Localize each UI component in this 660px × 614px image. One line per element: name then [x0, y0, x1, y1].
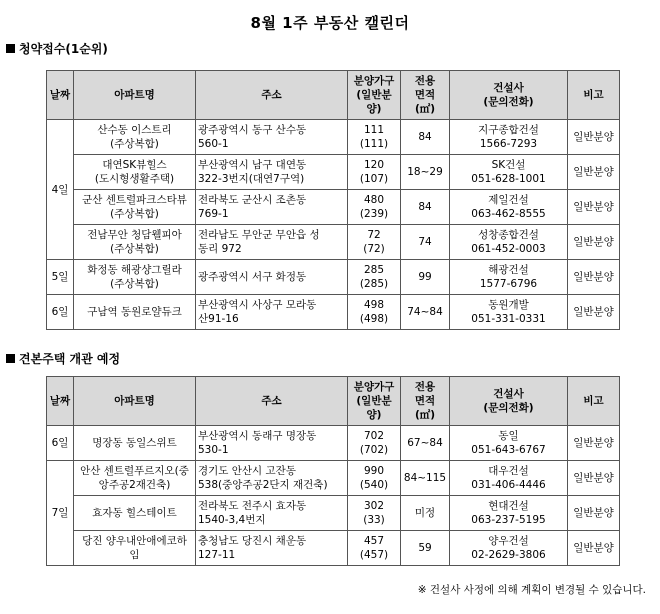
units-cell: 457 (457) [348, 531, 401, 566]
table-row [47, 496, 620, 531]
note-cell: 일반분양 [568, 496, 620, 531]
note-cell: 일반분양 [568, 461, 620, 496]
table-row [47, 426, 620, 461]
area-cell: 84 [401, 120, 450, 155]
note-cell: 일반분양 [568, 155, 620, 190]
col-header-units: 분양가구 (일반분양) [348, 377, 401, 426]
units-cell: 498 (498) [348, 295, 401, 330]
section-heading-model-house [6, 350, 120, 367]
units-cell: 72 (72) [348, 225, 401, 260]
units-cell: 111 (111) [348, 120, 401, 155]
address-cell: 광주광역시 동구 산수동 560-1 [196, 120, 348, 155]
section-heading-label: 견본주택 개관 예정 [19, 352, 121, 366]
units-cell: 990 (540) [348, 461, 401, 496]
area-cell: 74 [401, 225, 450, 260]
section-heading-label: 청약접수(1순위) [19, 42, 108, 56]
address-cell: 부산광역시 사상구 모라동 산91-16 [196, 295, 348, 330]
builder-cell: 제일건설 063-462-8555 [450, 190, 568, 225]
builder-cell: 대우건설 031-406-4446 [450, 461, 568, 496]
note-cell: 일반분양 [568, 225, 620, 260]
apt-name-cell: 군산 센트럴파크스타뷰 (주상복합) [74, 190, 196, 225]
units-cell: 702 (702) [348, 426, 401, 461]
area-cell: 67~84 [401, 426, 450, 461]
address-cell: 전라북도 군산시 조촌동 769-1 [196, 190, 348, 225]
square-bullet-icon [6, 354, 15, 363]
date-cell: 6일 [47, 295, 74, 330]
address-cell: 충청남도 당진시 채운동 127-11 [196, 531, 348, 566]
col-header-apt: 아파트명 [74, 71, 196, 120]
table-row [47, 190, 620, 225]
date-cell: 5일 [47, 260, 74, 295]
apt-name-cell: 효자동 힐스테이트 [74, 496, 196, 531]
date-cell: 6일 [47, 426, 74, 461]
col-header-builder: 건설사 (문의전화) [450, 71, 568, 120]
units-cell: 302 (33) [348, 496, 401, 531]
col-header-addr: 주소 [196, 71, 348, 120]
table-header-row [47, 377, 620, 426]
area-cell: 74~84 [401, 295, 450, 330]
address-cell: 경기도 안산시 고잔동 538(중앙주공2단지 재건축) [196, 461, 348, 496]
table-row [47, 531, 620, 566]
builder-cell: 지구종합건설 1566-7293 [450, 120, 568, 155]
apt-name-cell: 산수동 이스트리 (주상복합) [74, 120, 196, 155]
address-cell: 전라북도 전주시 효자동 1540-3,4번지 [196, 496, 348, 531]
apt-name-cell: 당진 양우내안애에코하 임 [74, 531, 196, 566]
table-row [47, 260, 620, 295]
table-row [47, 155, 620, 190]
builder-cell: 해광건설 1577-6796 [450, 260, 568, 295]
col-header-note: 비고 [568, 377, 620, 426]
area-cell: 미정 [401, 496, 450, 531]
address-cell: 광주광역시 서구 화정동 [196, 260, 348, 295]
square-bullet-icon [6, 44, 15, 53]
subscription-table [46, 70, 620, 330]
col-header-builder: 건설사 (문의전화) [450, 377, 568, 426]
builder-cell: SK건설 051-628-1001 [450, 155, 568, 190]
table-header-row [47, 71, 620, 120]
date-cell: 7일 [47, 461, 74, 566]
address-cell: 부산광역시 동래구 명장동 530-1 [196, 426, 348, 461]
note-cell: 일반분양 [568, 260, 620, 295]
units-cell: 120 (107) [348, 155, 401, 190]
table-row [47, 120, 620, 155]
builder-cell: 성창종합건설 061-452-0003 [450, 225, 568, 260]
builder-cell: 양우건설 02-2629-3806 [450, 531, 568, 566]
col-header-date: 날짜 [47, 377, 74, 426]
builder-cell: 동원개발 051-331-0331 [450, 295, 568, 330]
units-cell: 285 (285) [348, 260, 401, 295]
apt-name-cell: 명장동 동일스위트 [74, 426, 196, 461]
model-house-table [46, 376, 620, 566]
table-row [47, 225, 620, 260]
col-header-addr: 주소 [196, 377, 348, 426]
area-cell: 84~115 [401, 461, 450, 496]
footnote: ※ 건설사 사정에 의해 계획이 변경될 수 있습니다. [417, 584, 646, 596]
address-cell: 전라남도 무안군 무안읍 성 동리 972 [196, 225, 348, 260]
address-cell: 부산광역시 남구 대연동 322-3번지(대연7구역) [196, 155, 348, 190]
date-cell: 4일 [47, 120, 74, 260]
col-header-apt: 아파트명 [74, 377, 196, 426]
area-cell: 18~29 [401, 155, 450, 190]
apt-name-cell: 구남역 동원로얄듀크 [74, 295, 196, 330]
area-cell: 84 [401, 190, 450, 225]
apt-name-cell: 화정동 해광샹그릴라 (주상복합) [74, 260, 196, 295]
builder-cell: 동일 051-643-6767 [450, 426, 568, 461]
builder-cell: 현대건설 063-237-5195 [450, 496, 568, 531]
col-header-area: 전용 면적 (㎡) [401, 377, 450, 426]
apt-name-cell: 안산 센트럴푸르지오(중 앙주공2재건축) [74, 461, 196, 496]
units-cell: 480 (239) [348, 190, 401, 225]
area-cell: 99 [401, 260, 450, 295]
note-cell: 일반분양 [568, 190, 620, 225]
col-header-area: 전용 면적 (㎡) [401, 71, 450, 120]
note-cell: 일반분양 [568, 295, 620, 330]
apt-name-cell: 대연SK뷰힐스 (도시형생활주택) [74, 155, 196, 190]
note-cell: 일반분양 [568, 426, 620, 461]
apt-name-cell: 전남무안 청담웰피아 (주상복합) [74, 225, 196, 260]
table-row [47, 461, 620, 496]
area-cell: 59 [401, 531, 450, 566]
col-header-units: 분양가구 (일반분양) [348, 71, 401, 120]
table-row [47, 295, 620, 330]
note-cell: 일반분양 [568, 120, 620, 155]
page-title: 8월 1주 부동산 캘린더 [250, 14, 410, 32]
col-header-note: 비고 [568, 71, 620, 120]
col-header-date: 날짜 [47, 71, 74, 120]
section-heading-subscription [6, 40, 108, 57]
note-cell: 일반분양 [568, 531, 620, 566]
